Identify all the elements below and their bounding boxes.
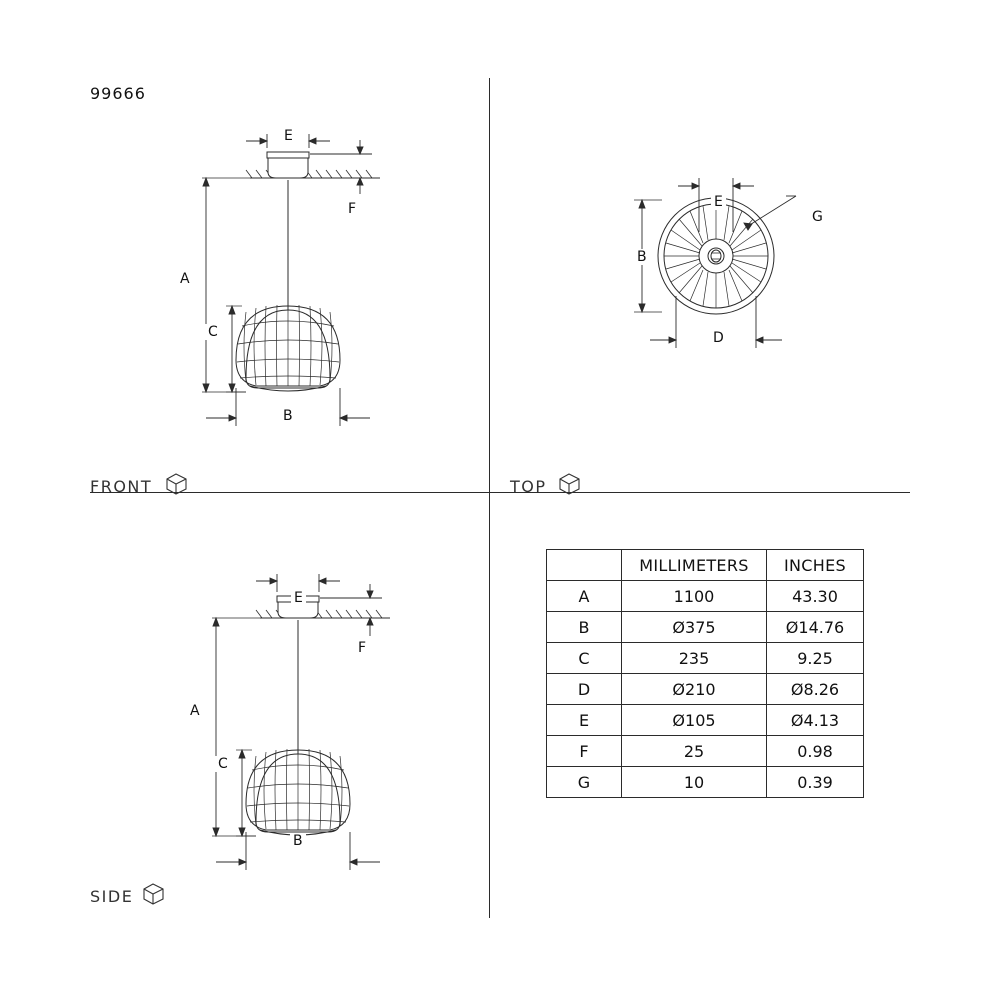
front-dim-E: E	[281, 128, 296, 144]
row-inches: 0.98	[767, 736, 864, 767]
table-header-row	[547, 550, 864, 581]
row-letter: F	[547, 736, 622, 767]
top-dim-B: B	[634, 249, 650, 265]
row-inches: Ø4.13	[767, 705, 864, 736]
table-row	[547, 612, 864, 643]
table-row	[547, 705, 864, 736]
part-number: 99666	[90, 84, 146, 103]
table-row	[547, 767, 864, 798]
view-label-side: SIDE	[90, 887, 134, 906]
side-dim-A: A	[187, 703, 203, 719]
row-mm: 10	[622, 767, 767, 798]
divider-horizontal	[90, 492, 910, 493]
front-dim-A: A	[177, 271, 193, 287]
front-dim-C: C	[205, 324, 221, 340]
row-inches: 43.30	[767, 581, 864, 612]
view-label-top: TOP	[510, 477, 547, 496]
row-letter: E	[547, 705, 622, 736]
row-letter: A	[547, 581, 622, 612]
row-letter: C	[547, 643, 622, 674]
table-header-inches: INCHES	[767, 550, 864, 581]
row-inches: 9.25	[767, 643, 864, 674]
row-mm: 235	[622, 643, 767, 674]
table-row	[547, 643, 864, 674]
side-dim-C: C	[215, 756, 231, 772]
cube-icon-front	[163, 470, 191, 498]
side-dim-F: F	[355, 640, 369, 656]
top-dim-D: D	[710, 330, 727, 346]
table-row	[547, 674, 864, 705]
row-mm: 25	[622, 736, 767, 767]
row-letter: D	[547, 674, 622, 705]
table-row	[547, 581, 864, 612]
dimension-table	[546, 549, 864, 798]
top-dim-G: G	[809, 209, 826, 225]
table-header-letter	[547, 550, 622, 581]
row-inches: Ø14.76	[767, 612, 864, 643]
row-mm: 1100	[622, 581, 767, 612]
table-header-millimeters: MILLIMETERS	[622, 550, 767, 581]
cube-icon-top	[556, 470, 584, 498]
side-dim-B: B	[290, 833, 306, 849]
row-mm: Ø375	[622, 612, 767, 643]
top-view-drawing	[600, 170, 860, 380]
table-row	[547, 736, 864, 767]
front-dim-F: F	[345, 201, 359, 217]
cube-icon-side	[140, 880, 168, 908]
side-dim-E: E	[291, 590, 306, 606]
row-mm: Ø210	[622, 674, 767, 705]
row-inches: 0.39	[767, 767, 864, 798]
row-letter: G	[547, 767, 622, 798]
front-dim-B: B	[280, 408, 296, 424]
row-letter: B	[547, 612, 622, 643]
top-dim-E: E	[711, 194, 726, 210]
view-label-front: FRONT	[90, 477, 153, 496]
row-mm: Ø105	[622, 705, 767, 736]
row-inches: Ø8.26	[767, 674, 864, 705]
divider-vertical	[489, 78, 490, 918]
